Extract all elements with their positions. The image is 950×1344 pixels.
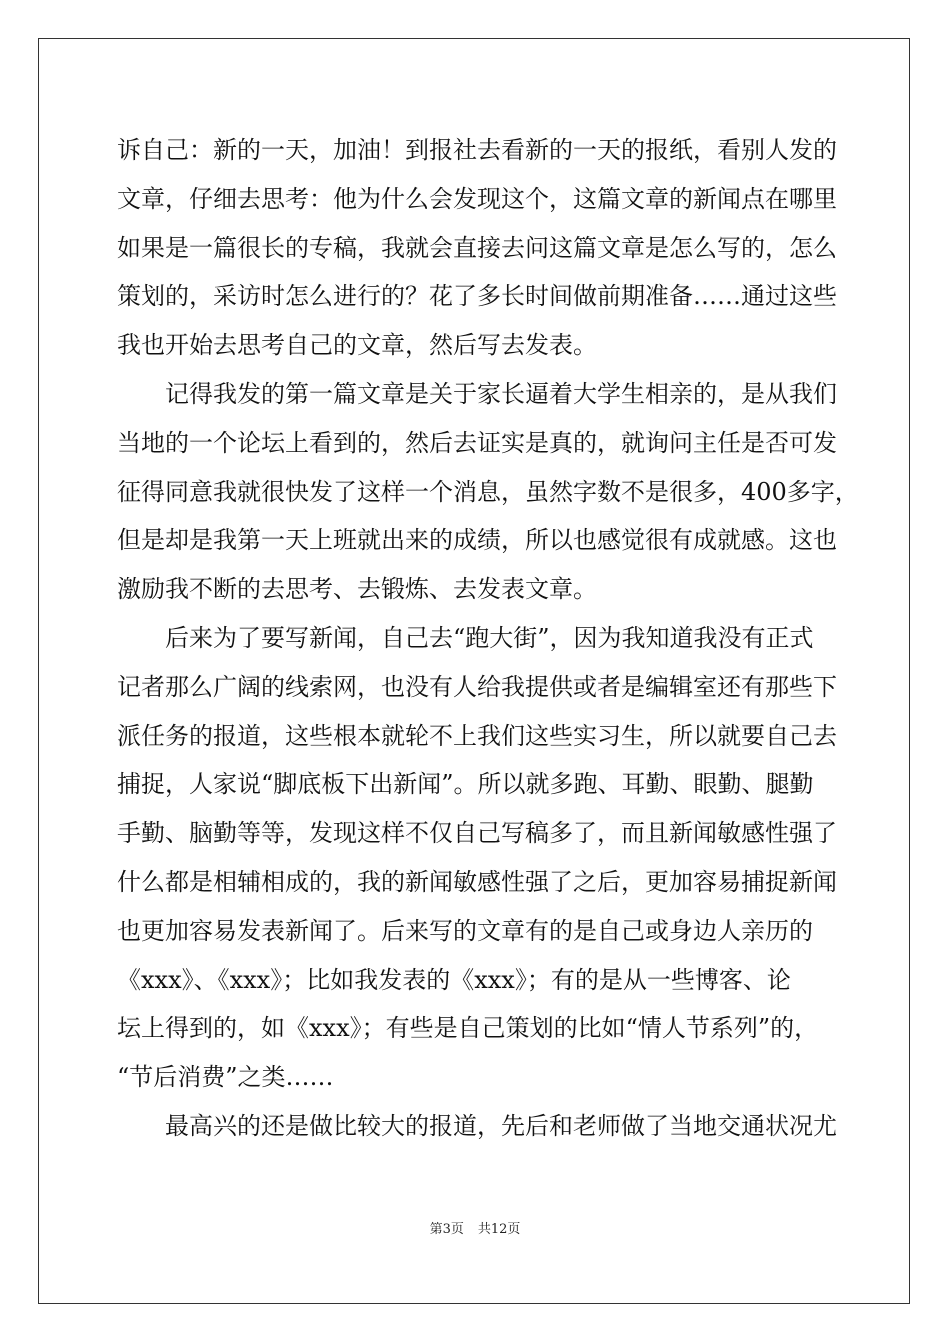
text-line: 后来为了要写新闻，自己去“跑大街”，因为我知道我没有正式 [165, 623, 814, 652]
text-line: 坛上得到的，如《xxx》；有些是自己策划的比如“情人节系列”的， [117, 1014, 819, 1043]
text-line: 征得同意我就很快发了这样一个消息，虽然字数不是很多，400多字， [117, 477, 859, 506]
page-total: 共12页 [477, 1222, 521, 1237]
text-line: 也更加容易发表新闻了。后来写的文章有的是自己或身边人亲历的 [117, 916, 813, 945]
page-number: 第3页 [429, 1222, 464, 1237]
text-line: 什么都是相辅相成的，我的新闻敏感性强了之后，更加容易捕捉新闻 [117, 867, 837, 896]
text-line: 激励我不断的去思考、去锻炼、去发表文章。 [117, 575, 597, 604]
text-line: 记者那么广阔的线索网，也没有人给我提供或者是编辑室还有那些下 [117, 672, 837, 701]
text-line: 当地的一个论坛上看到的，然后去证实是真的，就询问主任是否可发 [117, 428, 837, 457]
text-line: 最高兴的还是做比较大的报道，先后和老师做了当地交通状况尤 [165, 1111, 837, 1140]
text-line: 派任务的报道，这些根本就轮不上我们这些实习生，所以就要自己去 [117, 721, 837, 750]
text-line: 我也开始去思考自己的文章，然后写去发表。 [117, 331, 597, 360]
text-line: 《xxx》、《xxx》；比如我发表的《xxx》；有的是从一些博客、论 [117, 965, 791, 994]
text-line: 文章，仔细去思考：他为什么会发现这个，这篇文章的新闻点在哪里 [117, 184, 837, 213]
text-line: 手勤、脑勤等等，发现这样不仅自己写稿多了，而且新闻敏感性强了 [117, 819, 837, 848]
document-body [117, 126, 859, 1151]
text-line: 诉自己：新的一天，加油！到报社去看新的一天的报纸，看别人发的 [117, 136, 837, 164]
text-line: 策划的，采访时怎么进行的？花了多长时间做前期准备……通过这些 [117, 282, 837, 311]
text-line: 但是却是我第一天上班就出来的成绩，所以也感觉很有成就感。这也 [117, 526, 837, 555]
page-footer [0, 1218, 950, 1237]
text-line: “节后消费”之类…… [117, 1063, 334, 1092]
text-line: 记得我发的第一篇文章是关于家长逼着大学生相亲的，是从我们 [165, 379, 837, 408]
text-line: 捕捉，人家说“脚底板下出新闻”。所以就多跑、耳勤、眼勤、腿勤 [117, 770, 814, 799]
text-line: 如果是一篇很长的专稿，我就会直接去问这篇文章是怎么写的，怎么 [117, 233, 837, 262]
